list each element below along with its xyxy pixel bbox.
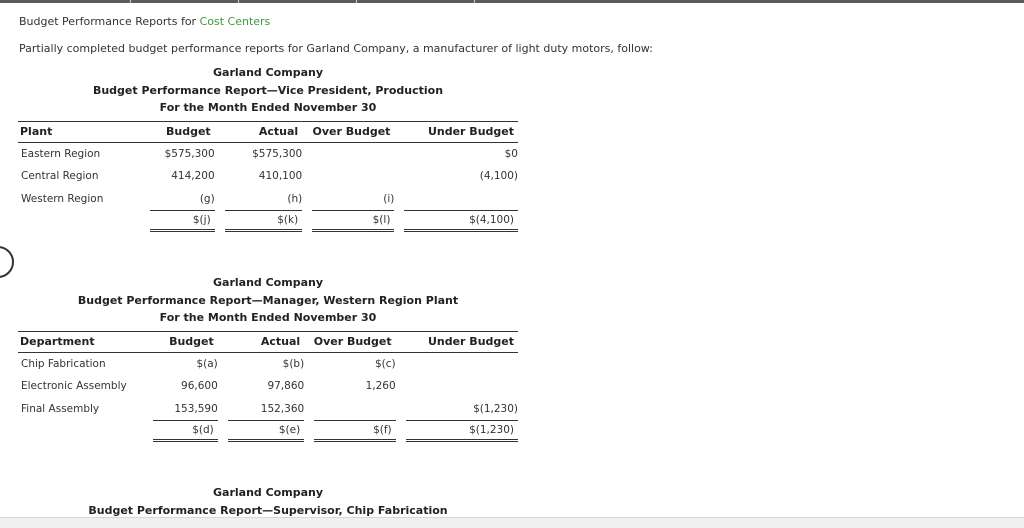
over-cell: (i) [383, 192, 395, 205]
total-budget: $(j) [150, 210, 215, 232]
report1-company: Garland Company [213, 66, 323, 79]
side-circle-tab[interactable] [0, 246, 14, 278]
report1-title: Budget Performance Report—Vice President, Production [92, 83, 444, 97]
budget-cell: 414,200 [171, 170, 215, 183]
bottom-scroll-bar[interactable] [0, 517, 1024, 528]
col-header: Budget [143, 331, 217, 352]
actual-cell: 410,100 [258, 170, 303, 183]
col-header: Actual [215, 121, 303, 142]
report1-period: For the Month Ended November 30 [159, 101, 377, 114]
col-header: Budget [140, 121, 215, 142]
total-actual: $(e) [228, 420, 304, 442]
total-row [18, 420, 518, 443]
total-row [18, 210, 518, 233]
budget-cell: (g) [199, 192, 215, 205]
budget-cell: $(a) [196, 357, 218, 370]
report-western-region [18, 274, 518, 443]
table-row [18, 352, 518, 375]
col-header: Over Budget [304, 331, 395, 352]
report3-company: Garland Company [213, 486, 323, 499]
budget-cell: 153,590 [174, 402, 218, 415]
row-label: Western Region [21, 192, 104, 205]
total-under: $(1,230) [406, 420, 518, 442]
col-header: Plant [18, 121, 140, 142]
over-cell [302, 142, 394, 165]
cost-centers-link[interactable]: Cost Centers [199, 15, 271, 28]
actual-cell: (h) [287, 192, 303, 205]
table-header-row [18, 121, 518, 142]
row-label: Electronic Assembly [21, 380, 127, 393]
table-row [18, 142, 518, 165]
under-cell [394, 188, 518, 211]
table-row [18, 188, 518, 211]
table-row [18, 165, 518, 188]
under-cell: $(1,230) [473, 402, 518, 415]
section-heading [19, 15, 270, 28]
total-over: $(f) [314, 420, 395, 442]
over-cell: 1,260 [365, 380, 396, 393]
table-row [18, 398, 518, 421]
over-cell [302, 165, 394, 188]
row-label: Final Assembly [21, 402, 100, 415]
report2-table [18, 331, 518, 443]
table-header-row [18, 331, 518, 352]
report1-table [18, 121, 518, 233]
report-vp-production [18, 64, 518, 233]
actual-cell: $575,300 [252, 147, 303, 160]
actual-cell: 152,360 [260, 402, 305, 415]
total-under: $(4,100) [404, 210, 518, 232]
col-header: Under Budget [396, 331, 518, 352]
budget-cell: $575,300 [164, 147, 215, 160]
report3-title: Budget Performance Report—Supervisor, Chip Fabrication [88, 503, 448, 517]
intro-text: Partially completed budget performance reports for Garland Company, a manufacturer of light duty motors, follow: [19, 42, 653, 55]
table-row [18, 375, 518, 398]
heading-prefix: Budget Performance Reports for [19, 15, 200, 28]
under-cell [396, 375, 518, 398]
report2-title: Budget Performance Report—Manager, Western Region Plant [77, 293, 459, 307]
total-actual: $(k) [225, 210, 303, 232]
under-cell: $0 [504, 147, 518, 160]
col-header: Department [18, 331, 143, 352]
col-header: Under Budget [394, 121, 518, 142]
row-label: Eastern Region [21, 147, 101, 160]
report2-company: Garland Company [213, 276, 323, 289]
under-cell: (4,100) [479, 170, 518, 183]
under-cell [396, 352, 518, 375]
row-label: Chip Fabrication [21, 357, 106, 370]
col-header: Over Budget [302, 121, 394, 142]
budget-cell: 96,600 [181, 380, 218, 393]
col-header: Actual [218, 331, 304, 352]
report2-period: For the Month Ended November 30 [159, 311, 377, 324]
over-cell [304, 398, 395, 421]
total-over: $(l) [312, 210, 394, 232]
actual-cell: 97,860 [267, 380, 305, 393]
top-bar [0, 0, 1024, 3]
row-label: Central Region [21, 170, 99, 183]
total-budget: $(d) [153, 420, 217, 442]
report-chip-fabrication [18, 484, 518, 519]
over-cell: $(c) [374, 357, 396, 370]
actual-cell: $(b) [282, 357, 305, 370]
